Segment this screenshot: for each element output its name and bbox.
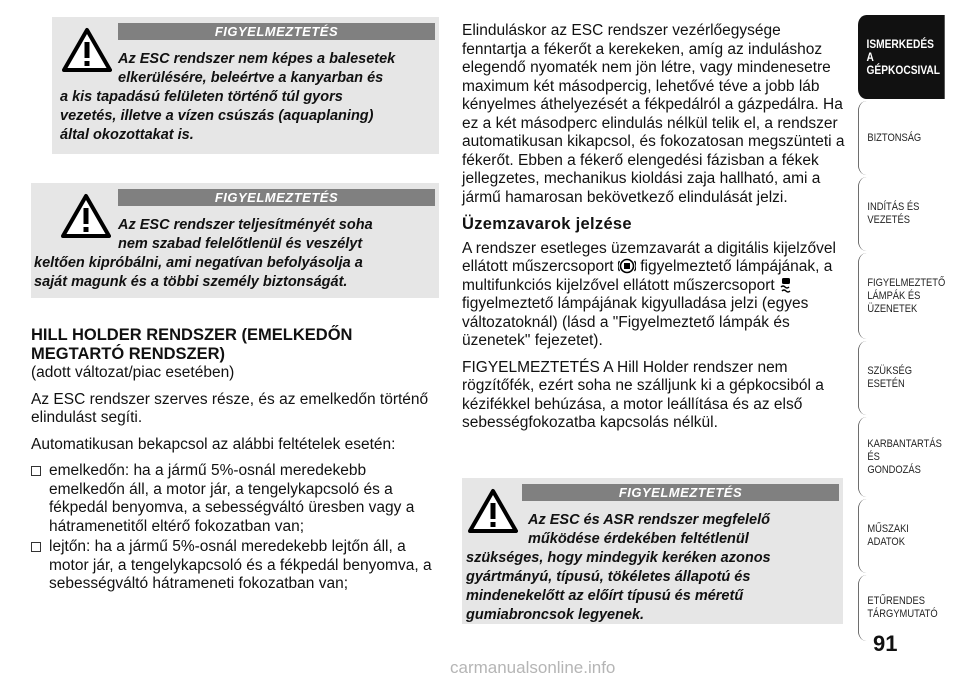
subsection-heading: Üzemzavarok jelzése: [462, 215, 632, 233]
warning-box-esc-limits: [52, 17, 439, 154]
warning-header: FIGYELMEZTETÉS: [522, 484, 839, 501]
section-heading: HILL HOLDER RENDSZER (EMELKEDŐN MEGTARTÓ RENDSZER): [31, 326, 353, 363]
tab-szukseg-eseten[interactable]: SZÜKSÉG ESETÉN: [858, 341, 945, 415]
warning-header: FIGYELMEZTETÉS: [118, 189, 435, 206]
tab-inditas-es-vezetes[interactable]: INDÍTÁS ÉS VEZETÉS: [858, 177, 945, 251]
warning-text: Az ESC és ASR rendszer megfelelő működése érdekében feltétlenül szükséges, hogy mindegyik keréken azonos gyártmányú, típusú, tökéletes állapotú és mindenekelőtt az előírt típusú és méretű gumiabroncsok legyenek.: [466, 512, 771, 623]
checkbox-bullet-icon: [31, 466, 41, 476]
skid-car-icon: [779, 277, 793, 293]
page-number: 91: [873, 631, 898, 656]
checkbox-bullet-icon: [31, 542, 41, 552]
watermark: carmanualsonline.info: [450, 658, 616, 677]
list-item: emelkedőn: ha a jármű 5%-osnál meredekebb emelkedőn áll, a motor jár, a tengelykapcsoló és a fékpedál benyomva, a sebességváltó üresben vagy a hátramenetitől eltérő fokozatban van;: [31, 462, 439, 536]
paragraph: FIGYELMEZTETÉS A Hill Holder rendszer nem rögzítőfék, ezért soha ne szálljunk ki a gépkocsiból a kézifékkel behúzása, a motor leállítása és az első sebességfokozatba kapcsolás nélkül.: [462, 358, 824, 431]
tab-muszaki-adatok[interactable]: MŰSZAKI ADATOK: [858, 499, 945, 573]
list-item: lejtőn: ha a jármű 5%-osnál meredekebb lejtőn áll, a motor jár, a tengelykapcsoló és a fékpedál benyomva, a sebességváltó hátrameneti fokozatban van;: [31, 538, 439, 594]
paragraph: A rendszer esetleges üzemzavarát a digitális kijelzővel ellátott műszercsoport figyelmeztető lámpájának, a multifunkciós kijelzővel ellátott műszercsoport figyelmeztető lámpájának kigyulladása jelzi (egyes változatoknál) (lásd a "Figyelmeztető lámpák és üzenetek" fejezetet).: [462, 239, 836, 349]
tab-targymutato[interactable]: ETŰRENDES TÁRGYMUTATÓ: [858, 575, 945, 641]
right-column: [462, 22, 845, 441]
applicability-note: (adott változat/piac esetében): [31, 364, 235, 381]
tab-biztonsag[interactable]: BIZTONSÁG: [858, 101, 945, 175]
paragraph: Automatikusan bekapcsol az alábbi feltételek esetén:: [31, 435, 396, 453]
esc-warning-lamp-icon: [618, 258, 636, 274]
paragraph: Elinduláskor az ESC rendszer vezérlőegysége fenntartja a fékerőt a kerekeken, amíg az induláshoz elegendő nyomaték nem jön létre, vagy mindenesetre maximum két másodpercig, lehetővé téve a jobb láb kényelmes áthelyezését a fékpedálról a gázpedálra. Ha ez a két másodperc elindulás nélkül telik el, a rendszer automatikusan kikapcsol, és fokozatosan megszünteti a fékerőt. Ebben a fékerő elengedési fázisban a fékek jellegzetes, mechanikus kioldási zaja hallható, ami a jármű hamarosan bekövetkező elindulását jelzi.: [462, 22, 845, 206]
warning-text: Az ESC rendszer teljesítményét soha nem szabad felelőtlenül és veszélyt keltően kipróbálni, ami negatívan befolyásolja a saját magunk és a többi személy biztonságát.: [34, 217, 373, 290]
tab-figyelmezteto-lampak[interactable]: FIGYELMEZTETŐ LÁMPÁK ÉS ÜZENETEK: [858, 253, 945, 339]
left-column: [31, 326, 439, 596]
paragraph: Az ESC rendszer szerves része, és az emelkedőn történő elindulást segíti.: [31, 390, 429, 426]
tab-ismerkedes[interactable]: ISMERKEDÉS A GÉPKOCSIVAL: [858, 15, 945, 99]
warning-box-tyres: [462, 478, 843, 624]
conditions-list: [31, 462, 439, 594]
warning-box-esc-testing: [31, 183, 439, 298]
tab-karbantartas[interactable]: KARBANTARTÁS ÉS GONDOZÁS: [858, 417, 945, 497]
warning-header: FIGYELMEZTETÉS: [118, 23, 435, 40]
warning-text: Az ESC rendszer nem képes a balesetek elkerülésére, beleértve a kanyarban és a kis tapadású felületen történő túl gyors vezetés, illetve a vízen csúszás (aquaplaning) által okozottakat is.: [60, 51, 396, 143]
